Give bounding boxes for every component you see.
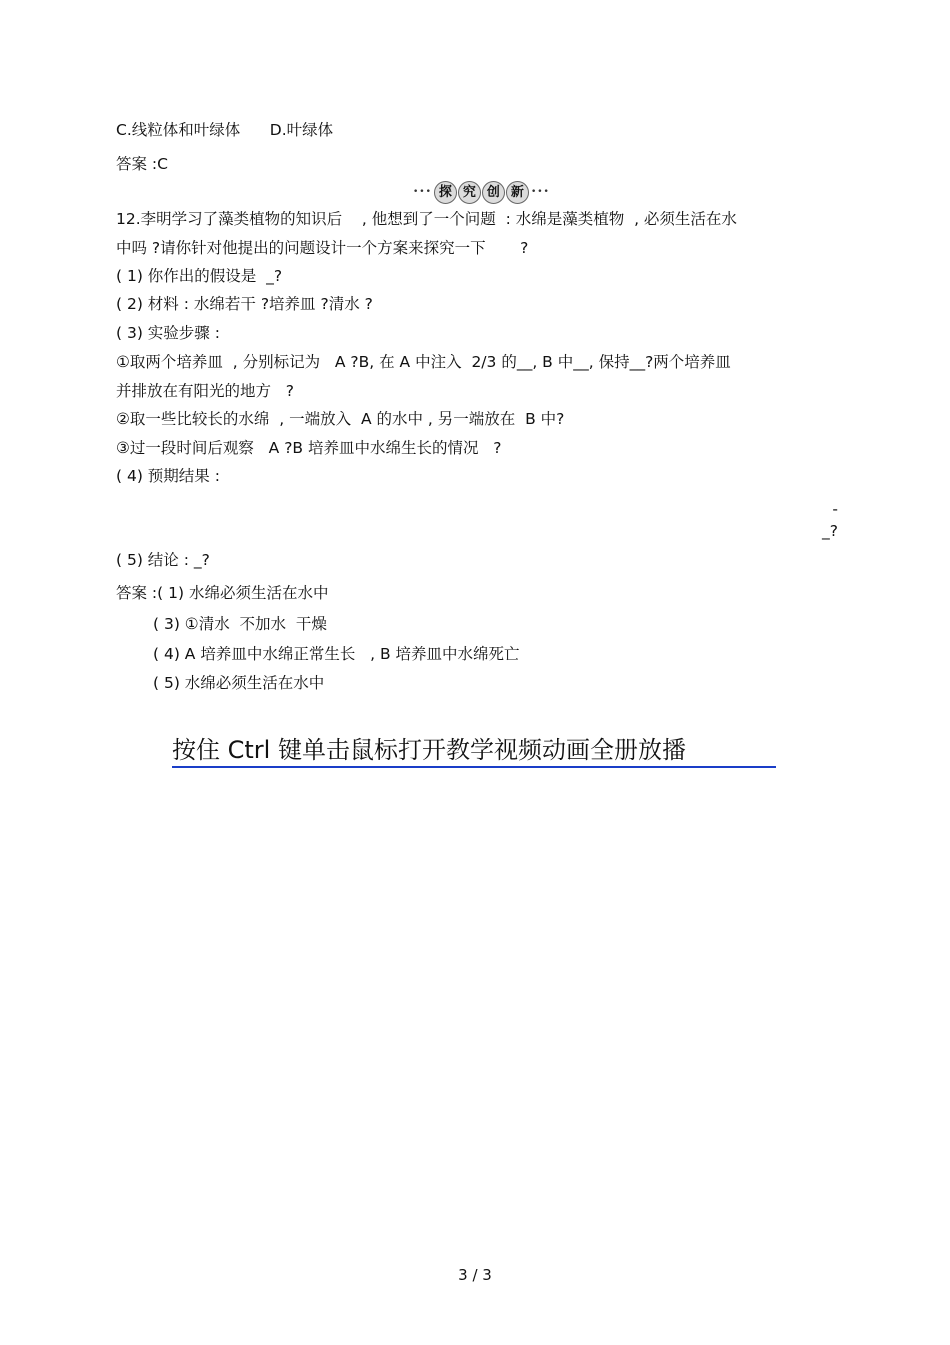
part-5-conclusion: ( 5) 结论 : _?	[116, 551, 210, 569]
part-1-hypothesis: ( 1) 你作出的假设是 _?	[116, 267, 283, 285]
answer-5: ( 5) 水绵必须生活在水中	[153, 674, 325, 692]
question-stem-line-2: 中吗 ?请你针对他提出的问题设计一个方案来探究一下 ?	[116, 239, 529, 257]
part-4-expected-result: ( 4) 预期结果 :	[116, 467, 220, 485]
answer-1: 答案 :( 1) 水绵必须生活在水中	[116, 584, 329, 602]
badge-char: 探	[434, 181, 457, 204]
page-number: 3 / 3	[458, 1266, 492, 1284]
badge-char: 究	[458, 181, 481, 204]
expected-result-blank-top: -	[832, 500, 838, 518]
badge-char: 新	[506, 181, 529, 204]
badge-dots-left: •••	[413, 187, 432, 197]
part-3-steps-heading: ( 3) 实验步骤 :	[116, 324, 220, 342]
video-animation-link[interactable]: 按住 Ctrl 键单击鼠标打开教学视频动画全册放播	[172, 734, 776, 768]
previous-answer: 答案 :C	[116, 155, 168, 173]
part-2-materials: ( 2) 材料 : 水绵若干 ?培养皿 ?清水 ?	[116, 295, 373, 313]
step-1-line-2: 并排放在有阳光的地方 ?	[116, 382, 295, 400]
step-3: ③过一段时间后观察 A ?B 培养皿中水绵生长的情况 ?	[116, 439, 502, 457]
question-stem-line-1: 12.李明学习了藻类植物的知识后 , 他想到了一个问题 : 水绵是藻类植物 , 必须生活在水	[116, 210, 737, 228]
step-1-line-1: ①取两个培养皿 , 分别标记为 A ?B, 在 A 中注入 2/3 的__, B 中__, 保持__?两个培养皿	[116, 353, 731, 371]
step-2: ②取一些比较长的水绵 , 一端放入 A 的水中 , 另一端放在 B 中?	[116, 410, 565, 428]
options-c-d: C.线粒体和叶绿体 D.叶绿体	[116, 121, 334, 139]
badge-dots-right: •••	[530, 187, 550, 197]
section-badge-explore-innovate	[413, 180, 550, 204]
badge-char: 创	[482, 181, 505, 204]
expected-result-blank-bottom: _?	[822, 522, 838, 540]
answer-4: ( 4) A 培养皿中水绵正常生长 , B 培养皿中水绵死亡	[153, 645, 520, 663]
answer-3: ( 3) ①清水 不加水 干燥	[153, 615, 327, 633]
